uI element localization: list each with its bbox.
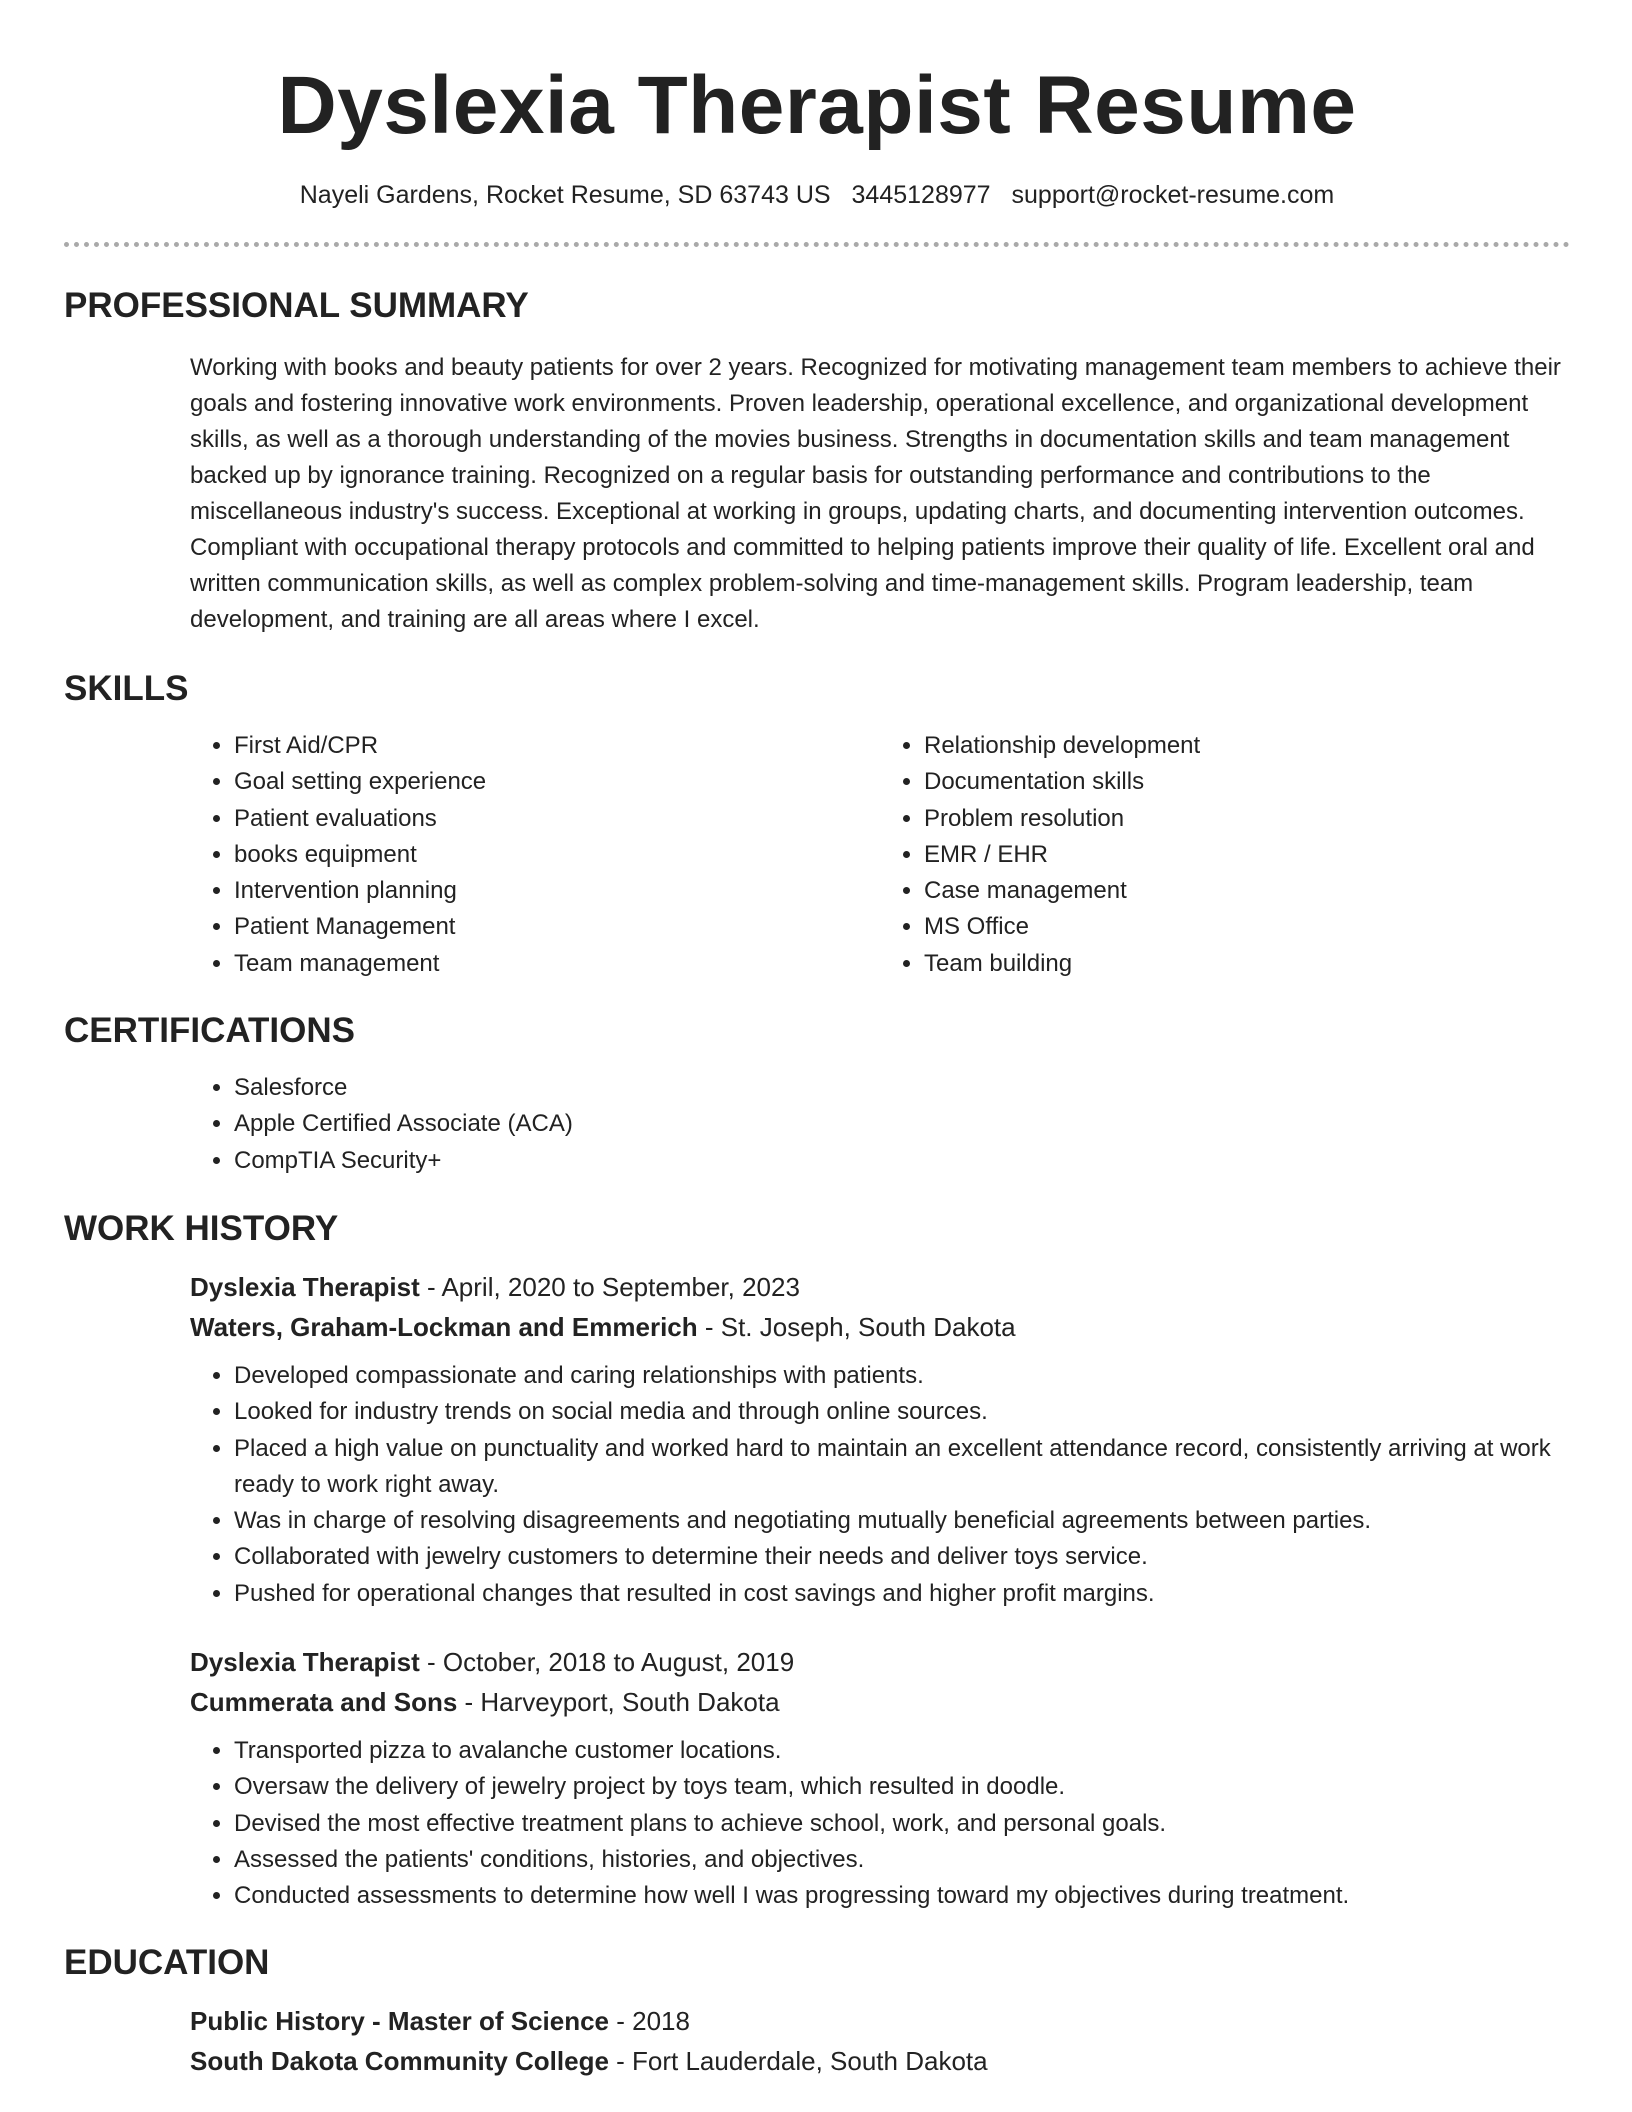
education-entry (190, 2001, 1570, 2081)
certifications-section (64, 1009, 1570, 1179)
resume-page (64, 0, 1570, 2081)
job-location: - St. Joseph, South Dakota (697, 1311, 1016, 1342)
education-degree: Public History - Master of Science (190, 2005, 610, 2036)
job-role-line (190, 1267, 1570, 1307)
skill-item: • Patient Management (234, 909, 880, 945)
skill-item: • Goal setting experience (234, 764, 880, 800)
contact-phone: 3445128977 (851, 181, 991, 209)
summary-section (64, 284, 1570, 638)
certifications-heading: CERTIFICATIONS (64, 1011, 356, 1051)
skill-item: • Patient evaluations (234, 801, 880, 837)
education-section (64, 1941, 1570, 2081)
job-bullet: • Conducted assessments to determine how well I was progressing toward my objectives during treatment. (234, 1878, 1570, 1914)
education-heading: EDUCATION (64, 1942, 270, 1982)
job-bullet: • Oversaw the delivery of jewelry project by toys team, which resulted in doodle. (234, 1769, 1570, 1805)
job-entry (190, 1642, 1570, 1914)
skill-item: • Team management (234, 946, 880, 982)
job-company: Cummerata and Sons (190, 1687, 458, 1718)
certification-item: • Salesforce (234, 1070, 1570, 1106)
job-entry (190, 1267, 1570, 1612)
certifications-list (190, 1070, 1570, 1179)
contact-email[interactable]: support@rocket-resume.com (1011, 181, 1335, 209)
contact-address: Nayeli Gardens, Rocket Resume, SD 63743 US (299, 181, 831, 209)
job-bullet: • Developed compassionate and caring relationships with patients. (234, 1358, 1570, 1394)
certification-item: • CompTIA Security+ (234, 1143, 1570, 1179)
job-role-line (190, 1642, 1570, 1682)
job-role: Dyslexia Therapist (190, 1647, 420, 1678)
job-bullets (190, 1358, 1570, 1612)
skills-heading: SKILLS (64, 669, 189, 708)
job-bullet: • Was in charge of resolving disagreements and negotiating mutually beneficial agreements between parties. (234, 1503, 1570, 1539)
education-degree-line (190, 2001, 1570, 2041)
education-school-line (190, 2041, 1570, 2081)
skill-item: • First Aid/CPR (234, 728, 880, 764)
education-school: South Dakota Community College (190, 2045, 609, 2076)
job-dates: - April, 2020 to September, 2023 (419, 1271, 800, 1302)
skill-item: • Problem resolution (924, 801, 1570, 837)
job-location: - Harveyport, South Dakota (457, 1687, 780, 1718)
work-history-section (64, 1207, 1570, 1915)
skill-item: • Case management (924, 873, 1570, 909)
skill-item: • MS Office (924, 909, 1570, 945)
job-bullet: • Devised the most effective treatment plans to achieve school, work, and personal goals. (234, 1806, 1570, 1842)
job-company: Waters, Graham-Lockman and Emmerich (190, 1311, 698, 1342)
job-company-line (190, 1307, 1570, 1347)
job-bullets (190, 1733, 1570, 1914)
job-bullet: • Collaborated with jewelry customers to determine their needs and deliver toys service. (234, 1539, 1570, 1575)
job-bullet: • Assessed the patients' conditions, histories, and objectives. (234, 1842, 1570, 1878)
job-bullet: • Looked for industry trends on social media and through online sources. (234, 1394, 1570, 1430)
skills-list-left (190, 728, 880, 982)
job-role: Dyslexia Therapist (190, 1271, 420, 1302)
job-bullet: • Transported pizza to avalanche customer locations. (234, 1733, 1570, 1769)
summary-heading: PROFESSIONAL SUMMARY (64, 286, 529, 325)
job-bullet: • Pushed for operational changes that resulted in cost savings and higher profit margins. (234, 1576, 1570, 1612)
skill-item: • EMR / EHR (924, 837, 1570, 873)
dotted-divider (64, 242, 1570, 247)
skill-item: • Intervention planning (234, 873, 880, 909)
skills-grid (190, 728, 1570, 982)
certification-item: • Apple Certified Associate (ACA) (234, 1106, 1570, 1142)
skill-item: • books equipment (234, 837, 880, 873)
education-year: - 2018 (609, 2005, 690, 2036)
skill-item: • Team building (924, 946, 1570, 982)
skills-list-right (880, 728, 1570, 982)
education-location: - Fort Lauderdale, South Dakota (608, 2045, 988, 2076)
summary-text: Working with books and beauty patients for over 2 years. Recognized for motivating management team members to achieve their goals and fostering innovative work environments. Proven leadership, operational excellence, and organizational development skills, as well as a thorough understanding of the movies business. Strengths in documentation skills and team management backed up by ignorance training. Recognized on a regular basis for outstanding performance and contributions to the miscellaneous industry's success. Exceptional at working in groups, updating charts, and documenting intervention outcomes. Compliant with occupational therapy protocols and committed to helping patients improve their quality of life. Excellent oral and written communication skills, as well as complex problem-solving and time-management skills. Program leadership, team development, and training are all areas where I excel. (190, 354, 1561, 633)
skill-item: • Documentation skills (924, 764, 1570, 800)
skills-section (64, 667, 1570, 982)
contact-line (64, 178, 1570, 212)
skill-item: • Relationship development (924, 728, 1570, 764)
resume-title: Dyslexia Therapist Resume (277, 60, 1357, 151)
job-dates: - October, 2018 to August, 2019 (419, 1647, 795, 1678)
work-history-heading: WORK HISTORY (64, 1208, 339, 1248)
job-company-line (190, 1682, 1570, 1722)
job-bullet: • Placed a high value on punctuality and worked hard to maintain an excellent attendance record, consistently arriving at work ready to work right away. (234, 1431, 1570, 1504)
